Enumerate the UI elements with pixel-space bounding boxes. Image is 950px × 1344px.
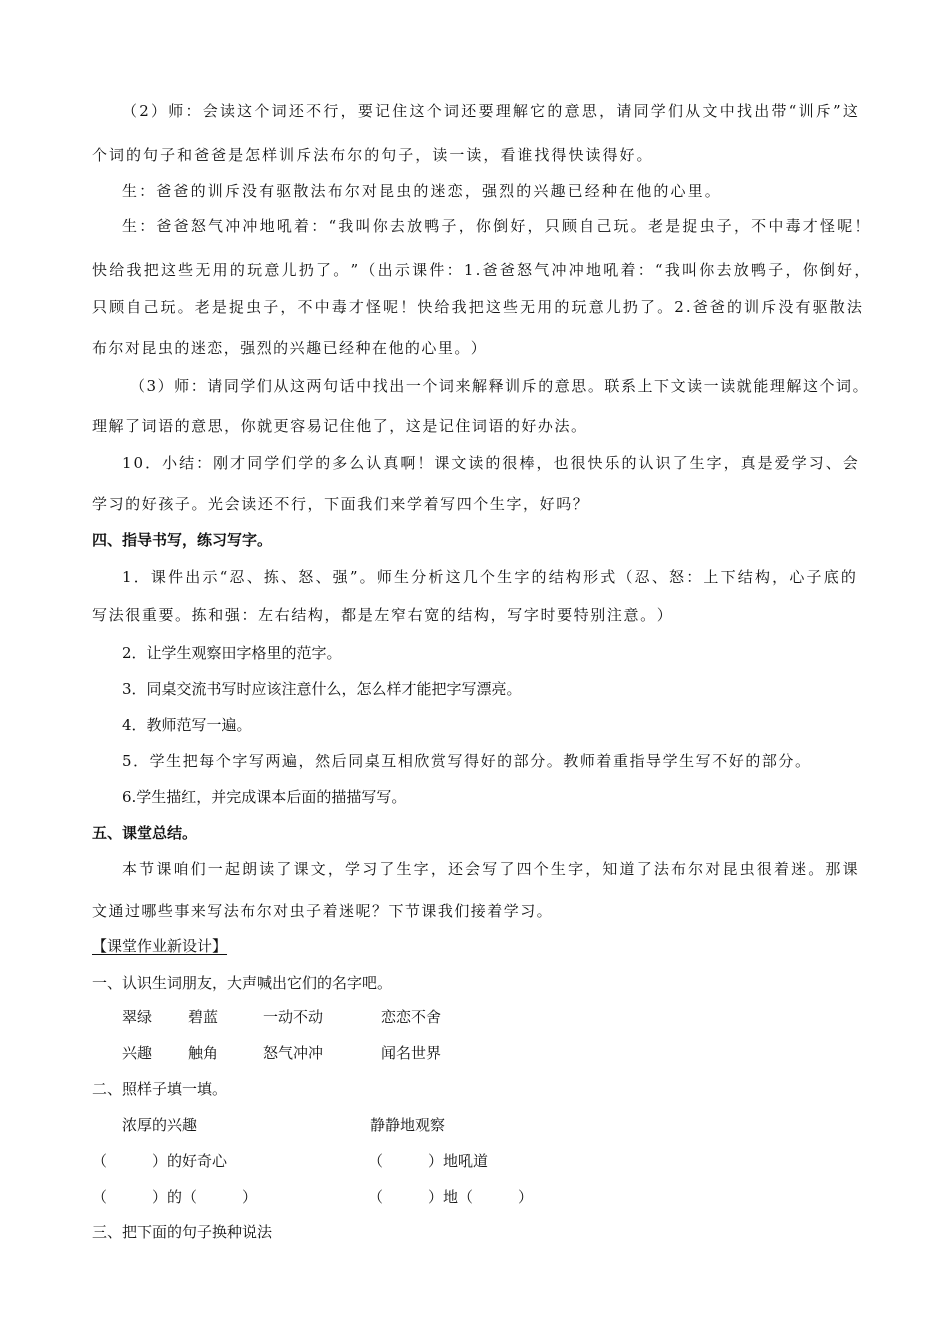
paragraph-line: 生 ： 爸 爸 怒 气 冲 冲 地 吼 着 ： “ 我 叫 你 去 放 鸭 子 ， 你 倒 好 ， 只 顾 自 己 玩 。 老 是 捉 虫 子 ， 不 中 毒 才 怪 呢 ！ [122,217,870,235]
paragraph-line: （ 2 ） 师 ： 会 读 这 个 词 还 不 行 ， 要 记 住 这 个 词 还 要 理 解 它 的 意 思 ， 请 同 学 们 从 文 中 找 出 带 “ 训 斥 ” 这 [122,102,858,120]
homework-heading: 【课堂作业新设计】 [92,937,228,955]
paragraph-line: 1 ． 课 件 出 示 “ 忍 、 拣 、 怒 、 强 ” 。 师 生 分 析 这 几 个 生 字 的 结 构 形 式 （ 忍 、 怒 ： 上 下 结 构 ， 心 子 底 的 [122,568,856,586]
fill-example: 静静地观察 [370,1116,446,1134]
section-heading-5: 五、课堂总结。 [92,824,198,842]
vocab-word: 翠绿 [122,1008,153,1026]
paragraph-line: （ 3 ） 师 ： 请 同 学 们 从 这 两 句 话 中 找 出 一 个 词 来 解 释 训 斥 的 意 思 。 联 系 上 下 文 读 一 读 就 能 理 解 这 个 词 。 [130,377,868,395]
list-item: 5 ． 学 生 把 每 个 字 写 两 遍 ， 然 后 同 桌 互 相 欣 赏 写 得 好 的 部 分 。 教 师 着 重 指 导 学 生 写 不 好 的 部 分 。 [122,752,810,770]
vocab-word: 怒气冲冲 [263,1044,324,1062]
question-3: 三、把下面的句子换种说法 [92,1223,273,1241]
fill-blank-line: （ ）地（ ） [368,1188,534,1206]
list-item: 4．教师范写一遍。 [122,716,252,734]
fill-blank-line: （ ）的好奇心 [92,1152,228,1170]
section-heading-4: 四、指导书写，练习写字。 [92,531,273,549]
paragraph-line: 1 0 ． 小 结 ： 刚 才 同 学 们 学 的 多 么 认 真 啊 ！ 课 文 读 的 很 棒 ， 也 很 快 乐 的 认 识 了 生 字 ， 真 是 爱 学 习 、 会 [122,454,858,472]
paragraph-line: 只 顾 自 己 玩 。 老 是 捉 虫 子 ， 不 中 毒 才 怪 呢 ！ 快 给 我 把 这 些 无 用 的 玩 意 儿 扔 了 。 2 . 爸 爸 的 训 斥 没 有 驱 散 法 [92,298,862,316]
paragraph-line: 本 节 课 咱 们 一 起 朗 读 了 课 文 ， 学 习 了 生 字 ， 还 会 写 了 四 个 生 字 ， 知 道 了 法 布 尔 对 昆 虫 很 着 迷 。 那 课 [122,860,858,878]
fill-blank-line: （ ）地吼道 [368,1152,489,1170]
list-item: 6.学生描红，并完成课本后面的描描写写。 [122,788,407,806]
paragraph-line: 快 给 我 把 这 些 无 用 的 玩 意 儿 扔 了 。 ” （ 出 示 课 件 ： 1 . 爸 爸 怒 气 冲 冲 地 吼 着 ： “ 我 叫 你 去 放 鸭 子 ， 你 倒 好 ， [92,261,870,279]
paragraph-line: 学 习 的 好 孩 子 。 光 会 读 还 不 行 ， 下 面 我 们 来 学 着 写 四 个 生 字 ， 好 吗 ？ [92,495,588,513]
list-item: 3．同桌交流书写时应该注意什么，怎么样才能把字写漂亮。 [122,680,522,698]
paragraph-line: 写 法 很 重 要 。 拣 和 强 ： 左 右 结 构 ， 都 是 左 窄 右 宽 的 结 构 ， 写 字 时 要 特 别 注 意 。 ） [92,606,672,624]
paragraph-line: 文 通 过 哪 些 事 来 写 法 布 尔 对 虫 子 着 迷 呢 ？ 下 节 课 我 们 接 着 学 习 。 [92,902,552,920]
vocab-word: 闻名世界 [381,1044,442,1062]
paragraph-line: 理 解 了 词 语 的 意 思 ， 你 就 更 容 易 记 住 他 了 ， 这 是 记 住 词 语 的 好 办 法 。 [92,417,586,435]
vocab-word: 触角 [188,1044,219,1062]
list-item: 2．让学生观察田字格里的范字。 [122,644,342,662]
vocab-word: 碧蓝 [188,1008,219,1026]
question-1: 一、认识生词朋友，大声喊出它们的名字吧。 [92,974,393,992]
fill-blank-line: （ ）的（ ） [92,1188,258,1206]
paragraph-line: 生 ： 爸 爸 的 训 斥 没 有 驱 散 法 布 尔 对 昆 虫 的 迷 恋 ， 强 烈 的 兴 趣 已 经 种 在 他 的 心 里 。 [122,182,720,200]
paragraph-line: 布 尔 对 昆 虫 的 迷 恋 ， 强 烈 的 兴 趣 已 经 种 在 他 的 心 里 。 ） [92,339,486,357]
paragraph-line: 个 词 的 句 子 和 爸 爸 是 怎 样 训 斥 法 布 尔 的 句 子 ， 读 一 读 ， 看 谁 找 得 快 读 得 好 。 [92,146,652,164]
vocab-word: 兴趣 [122,1044,153,1062]
vocab-word: 恋恋不舍 [381,1008,442,1026]
question-2: 二、照样子填一填。 [92,1080,228,1098]
fill-example: 浓厚的兴趣 [122,1116,198,1134]
vocab-word: 一动不动 [263,1008,324,1026]
